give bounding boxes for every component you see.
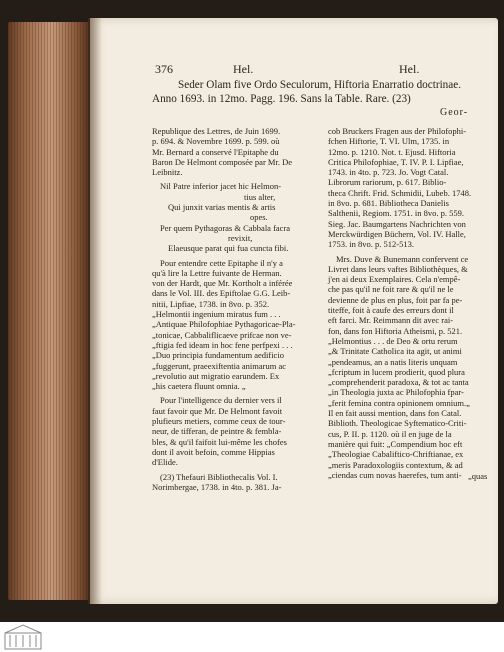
text-line: Norimbergae, 1738. in 4to. p. 381. Ja- (152, 481, 282, 492)
text-line: titeffe, foit à caufe des erreurs dont il (328, 305, 454, 316)
text-line: 1753. in 8vo. p. 512-513. (328, 239, 414, 250)
text-line: „Antiquae Philofophiae Pythagoricae-Pla- (152, 319, 296, 330)
text-line: Salthenii, Regiom. 1751. in 8vo. p. 559. (328, 208, 464, 219)
text-line: cus, P. II. p. 1120. où il en juge de la (328, 428, 452, 439)
text-line: theca Chrift. Frid. Schmidii, Lubeb. 1748. (328, 187, 472, 198)
text-line: opes. (250, 212, 268, 223)
text-line: fchen Hiftorie, T. VI. Ulm, 1735. in (328, 136, 450, 147)
library-building-icon (4, 624, 42, 650)
left-column (152, 126, 328, 492)
catchword-top: Geor- (440, 107, 469, 118)
text-line: „Duo principia fundamentum aedificio (152, 350, 284, 361)
text-line: Nil Patre inferior jacet hic Helmon- (160, 181, 282, 192)
text-line: Per quem Pythagoras & Cabbala facra (160, 222, 291, 233)
text-line: nitii, Lipfiae, 1738. in 8vo. p. 352. (152, 298, 270, 309)
text-line: „Helmontius . . . de Deo & ortu rerum (328, 335, 458, 346)
text-line: „in Theologia juxta ac Philofophia fpar- (328, 387, 464, 398)
text-line: Republique des Lettres, de Juin 1699. (152, 126, 281, 136)
text-line: „fuggerunt, praeexiftentia animarum ac (152, 360, 287, 371)
text-line: revixit, (228, 232, 253, 243)
footer-bar (0, 622, 504, 652)
text-line: Sieg. Jac. Baumgartens Nachrichten von (328, 218, 466, 229)
text-line: „Helmontii ingenium miratus fum . . . (152, 309, 281, 320)
page-number: 376 (155, 62, 173, 76)
text-line: manière qui fuit: „Compendium hoc eft (328, 438, 463, 449)
text-line: Pour l'intelligence du dernier vers il (160, 395, 282, 406)
text-line: d'Elide. (152, 457, 178, 468)
text-line: devienne de plus en plus, foit par fa pe- (328, 294, 463, 305)
text-line: „Theologiae Cabaliftico-Chriftianae, ex (328, 449, 464, 460)
text-line: Qui junxit varias mentis & artis (168, 202, 276, 213)
entry-title-line-1: Seder Olam five Ordo Seculorum, Hiftoria Enarratio doctrinae. (178, 79, 462, 91)
text-line: „meris Paradoxologiis contextum, & ad (328, 459, 463, 470)
text-line: (23) Thefauri Bibliothecalis Vol. I. (160, 471, 278, 482)
text-line: Elaeusque parat qui fua cuncta fibi. (168, 243, 289, 254)
right-column (328, 126, 498, 480)
text-line: qu'à lire la Lettre fuivante de Herman. (152, 267, 282, 278)
text-line: Merckwürdigen Büchern, Vol. IV. Halle, (328, 228, 466, 239)
text-line: j'en ai deux Exemplaires. Cela n'empê- (328, 274, 461, 285)
entry-title-line-2: Anno 1693. in 12mo. Pagg. 196. Sans la Table. Rare. (23) (152, 93, 411, 105)
text-line: 1743. in 4to. p. 723. Jo. Vogt Catal. (328, 167, 449, 178)
text-line: in 8vo. p. 681. Bibliotheca Danielis (328, 198, 449, 209)
text-line: dans le Vol. III. des Epiftolae G.G. Leib- (152, 288, 291, 299)
text-line: „tonicae, Cabbaliflicaeve prifcae non ve- (152, 329, 292, 340)
text-line: Leibnitz. (152, 167, 183, 178)
running-head-left: Hel. (233, 62, 254, 76)
text-line: von der Hardt, que Mr. Kortholt a inférée (152, 278, 293, 289)
spine-shadow (88, 18, 102, 604)
text-line: dont il avoit befoin, comme Hippias (152, 446, 275, 457)
text-line: „comprehenderit paradoxa, & tot ac tanta (328, 377, 469, 388)
text-line: Livret dans leurs vaftes Bibliothèques, & (328, 263, 468, 274)
book-fore-edge (8, 22, 88, 600)
catchword-bottom: „quas (468, 471, 488, 481)
text-line: „ciendas cum novas haerefes, tum anti- (328, 469, 462, 480)
running-head-right: Hel. (399, 62, 420, 76)
text-line: fon, dans fon Hiftoria Atheismi, p. 521. (328, 325, 463, 336)
text-line: 12mo. p. 1210. Not. t. Ejusd. Hiftoria (328, 146, 456, 157)
text-line: „& Trinitate Catholica ita agit, ut animi (328, 346, 462, 357)
text-line: Librorum rariorum, p. 617. Biblio- (328, 177, 447, 188)
text-line: „pendeamus, an a natis literis unquam (328, 356, 458, 367)
text-line: bles, & qu'il faifoit lui-même les chofes (152, 436, 287, 447)
text-line: Mrs. Duve & Bunemann confervent ce (336, 253, 469, 264)
text-line: Mr. Bernard a conservé l'Epitaphe du (152, 146, 279, 157)
text-line: eft farci. Mr. Reimmann dit avec rai- (328, 315, 454, 326)
text-line: Biblioth. Theologicae Syftematico-Criti- (328, 418, 467, 429)
text-line: „ferit femina contra opinionem omnium.„ (328, 397, 470, 408)
text-line: „ftigia fed ideam in hoc fene perfpexi . . . (152, 339, 293, 350)
text-line: Pour entendre cette Epitaphe il n'y a (160, 257, 283, 268)
text-line: neur, de tifferan, de peintre & fembla- (152, 426, 282, 437)
text-line: tius alter, (244, 191, 276, 202)
text-line: Il en fait aussi mention, dans fon Catal. (328, 408, 462, 419)
text-line: „his caetera fluunt omnia. „ (152, 381, 246, 392)
text-line: „revolutio aut migratio earundem. Ex (152, 370, 280, 381)
text-line: faut favoir que Mr. De Helmont favoit (152, 405, 283, 416)
text-line: „fcriptum in lucem prodierit, quod plura (328, 366, 465, 377)
text-line: Critica Philofophiae, T. IV. P. I. Lipfiae, (328, 156, 464, 167)
text-line: che pas qu'il ne foit rare & qu'il ne le (328, 284, 454, 295)
text-line: cob Bruckers Fragen aus der Philofophi- (328, 126, 467, 136)
text-line: plufieurs metiers, comme ceux de tour- (152, 416, 286, 427)
text-line: Baron De Helmont composée par Mr. De (152, 156, 292, 167)
text-line: p. 694. & Novembre 1699. p. 599. où (152, 136, 280, 147)
